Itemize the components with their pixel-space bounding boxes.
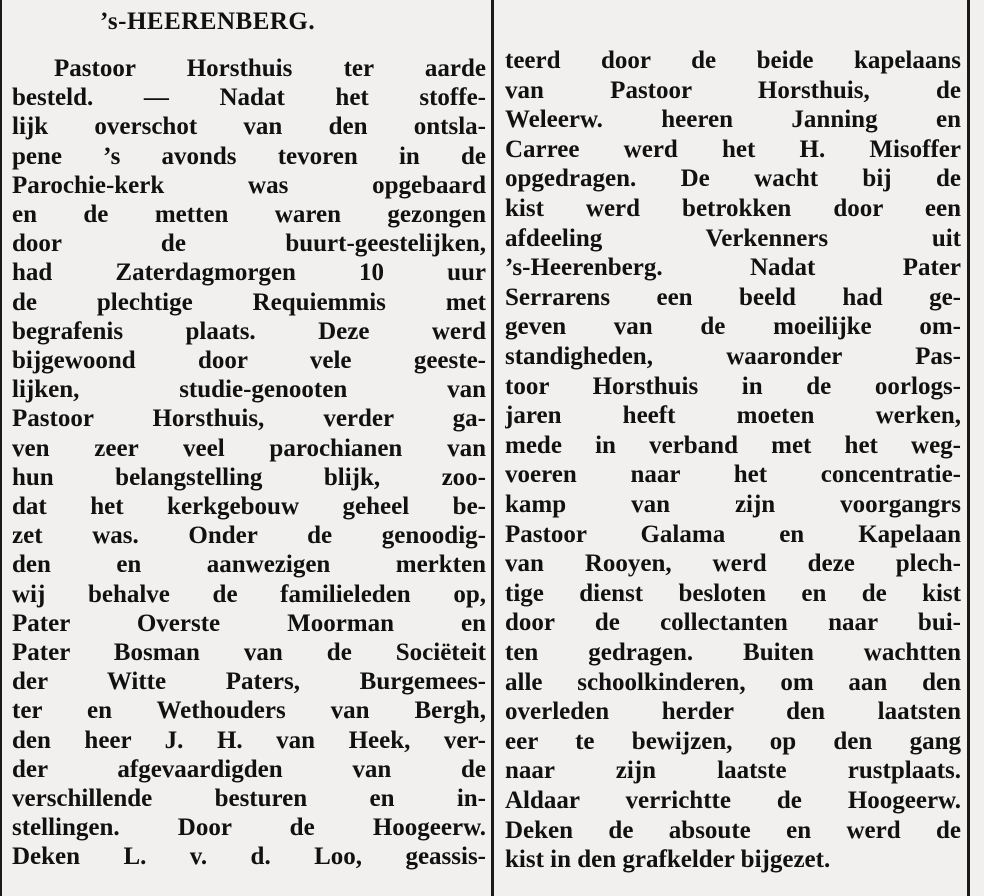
- text-line: zet was. Onder de genoodig-: [12, 522, 486, 550]
- text-line: ’s-Heerenberg. Nadat Pater: [505, 254, 961, 282]
- text-line: verschillende besturen en in-: [12, 785, 486, 812]
- text-line: afdeeling Verkenners uit: [505, 224, 961, 252]
- text-line: van Pastoor Horsthuis, de: [505, 76, 961, 104]
- text-line: Aldaar verrichtte de Hoogeerw.: [505, 787, 961, 814]
- left-column-rule: [0, 0, 2, 896]
- text-line: ven zeer veel parochianen van: [12, 434, 486, 462]
- text-line: begrafenis plaats. Deze werd: [12, 317, 486, 345]
- text-line: mede in verband met het weg-: [505, 431, 961, 459]
- text-line: opgedragen. De wacht bij de: [505, 165, 961, 193]
- text-line: Pater Bosman van de Sociëteit: [12, 639, 486, 666]
- text-line: eer te bewijzen, op den gang: [505, 727, 961, 755]
- text-line: der afgevaardigden van de: [12, 755, 486, 783]
- text-line: van Rooyen, werd deze plech-: [505, 550, 961, 578]
- text-line: pene ’s avonds tevoren in de: [12, 142, 486, 170]
- text-line: de plechtige Requiemmis met: [12, 288, 486, 316]
- text-line: lijk overschot van den ontsla-: [12, 113, 486, 141]
- text-line: door de collectanten naar bui-: [505, 609, 961, 637]
- text-line: kist in den grafkelder bijgezet.: [505, 846, 831, 874]
- text-line: alle schoolkinderen, om aan den: [505, 668, 961, 696]
- text-line: Deken L. v. d. Loo, geassis-: [12, 843, 486, 871]
- text-line: Pastoor Horsthuis ter aarde: [54, 55, 486, 82]
- text-line: kist werd betrokken door een: [505, 195, 961, 222]
- text-line: door de buurt-geestelijken,: [12, 230, 486, 258]
- text-line: teerd door de beide kapelaans: [505, 47, 961, 74]
- text-line: Weleerw. heeren Janning en: [505, 106, 961, 134]
- text-line: hun belangstelling blijk, zoo-: [12, 463, 486, 491]
- text-line: den heer J. H. van Heek, ver-: [12, 726, 486, 754]
- text-line: jaren heeft moeten werken,: [505, 402, 961, 430]
- text-line: kamp van zijn voorgangrs: [505, 491, 961, 518]
- text-line: toor Horsthuis in de oorlogs-: [505, 372, 961, 400]
- text-line: had Zaterdagmorgen 10 uur: [12, 259, 486, 287]
- text-line: Pater Overste Moorman en: [12, 609, 486, 637]
- text-line: Parochie-kerk was opgebaard: [12, 171, 486, 199]
- right-column-rule: [967, 0, 970, 896]
- text-line: tige dienst besloten en de kist: [505, 579, 961, 607]
- text-line: ter en Wethouders van Bergh,: [12, 697, 486, 725]
- text-line: Carree werd het H. Misoffer: [505, 135, 961, 163]
- text-line: besteld. — Nadat het stoffe-: [12, 84, 486, 112]
- text-line: en de metten waren gezongen: [12, 201, 486, 228]
- text-line: bijgewoond door vele geeste-: [12, 347, 486, 374]
- text-line: wij behalve de familieleden op,: [12, 580, 486, 608]
- text-line: dat het kerkgebouw geheel be-: [12, 493, 486, 520]
- text-line: Deken de absoute en werd de: [505, 816, 961, 844]
- text-line: geven van de moeilijke om-: [505, 313, 961, 341]
- text-line: den en aanwezigen merkten: [12, 551, 486, 579]
- text-line: der Witte Paters, Burgemees-: [12, 668, 486, 696]
- text-line: overleden herder den laatsten: [505, 698, 961, 726]
- article-heading: ’s-HEERENBERG.: [100, 8, 316, 35]
- text-line: Serrarens een beeld had ge-: [505, 283, 961, 311]
- text-line: Pastoor Galama en Kapelaan: [505, 520, 961, 548]
- column-divider-rule: [491, 0, 494, 896]
- text-line: Pastoor Horsthuis, verder ga-: [12, 405, 486, 433]
- text-line: stellingen. Door de Hoogeerw.: [12, 814, 486, 842]
- text-line: ten gedragen. Buiten wachtten: [505, 639, 961, 666]
- text-line: naar zijn laatste rustplaats.: [505, 757, 961, 785]
- text-line: voeren naar het concentratie-: [505, 461, 961, 489]
- text-line: lijken, studie-genooten van: [12, 376, 486, 404]
- text-line: standigheden, waaronder Pas-: [505, 343, 961, 370]
